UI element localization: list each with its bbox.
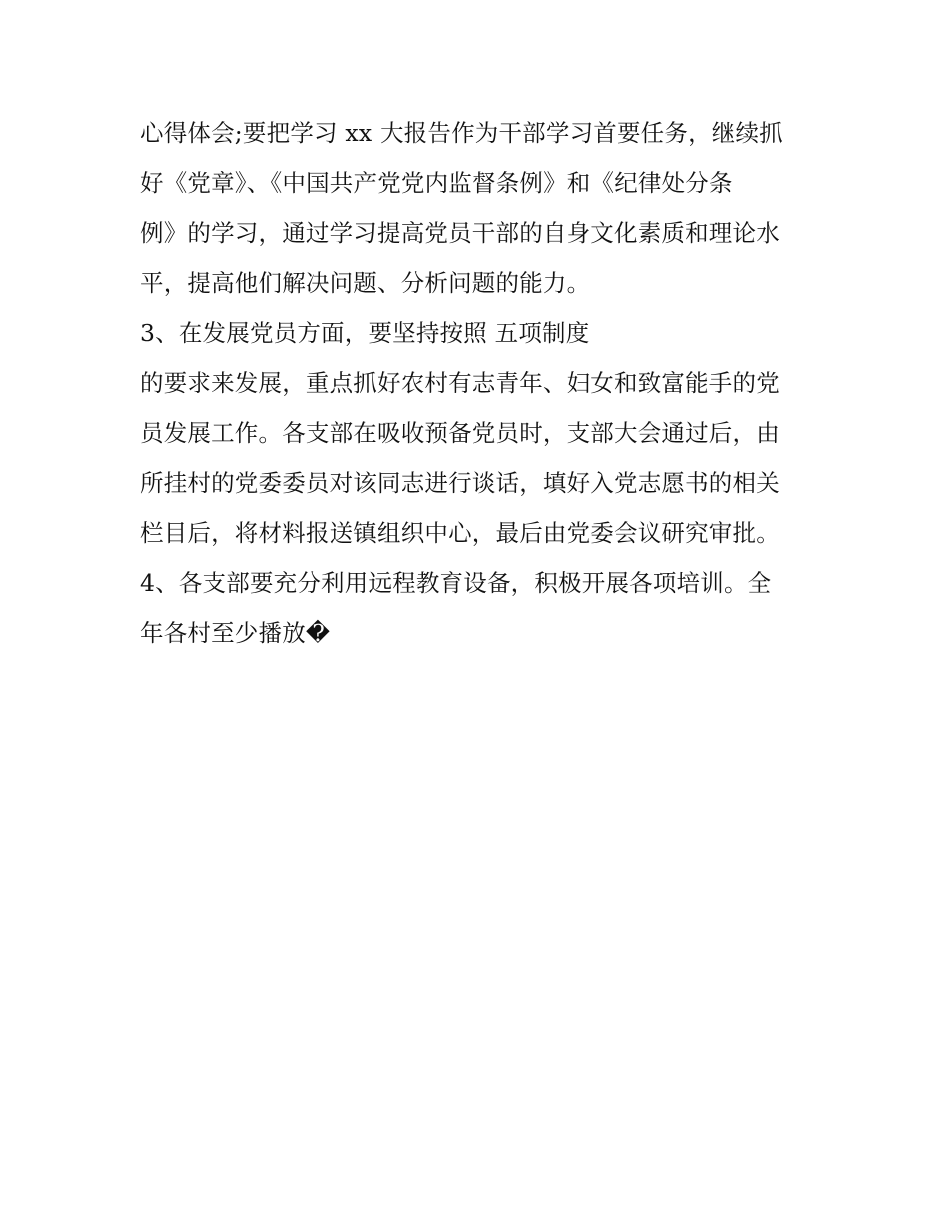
text-line: 栏目后，将材料报送镇组织中心，最后由党委会议研究审批。 xyxy=(140,519,780,547)
text-line: 好《党章》、《中国共产党党内监督条例》和《纪律处分条 xyxy=(140,169,733,197)
text-line: 心得体会;要把学习 xx 大报告作为干部学习首要任务，继续抓 xyxy=(140,119,783,147)
text-line: 所挂村的党委委员对该同志进行谈话，填好入党志愿书的相关 xyxy=(140,469,780,497)
text-line: 3、在发展党员方面，要坚持按照 五项制度 xyxy=(140,319,590,347)
text-line: 平，提高他们解决问题、分析问题的能力。 xyxy=(140,269,591,297)
text-line: 的要求来发展，重点抓好农村有志青年、妇女和致富能手的党 xyxy=(140,369,780,397)
text-line: 员发展工作。各支部在吸收预备党员时，支部大会通过后，由 xyxy=(140,419,780,447)
text-line: 例》的学习，通过学习提高党员干部的自身文化素质和理论水 xyxy=(140,219,780,247)
text-line: 年各村至少播放� xyxy=(140,619,331,647)
body-text xyxy=(140,108,820,658)
text-line: 4、各支部要充分利用远程教育设备，积极开展各项培训。全 xyxy=(140,569,772,597)
